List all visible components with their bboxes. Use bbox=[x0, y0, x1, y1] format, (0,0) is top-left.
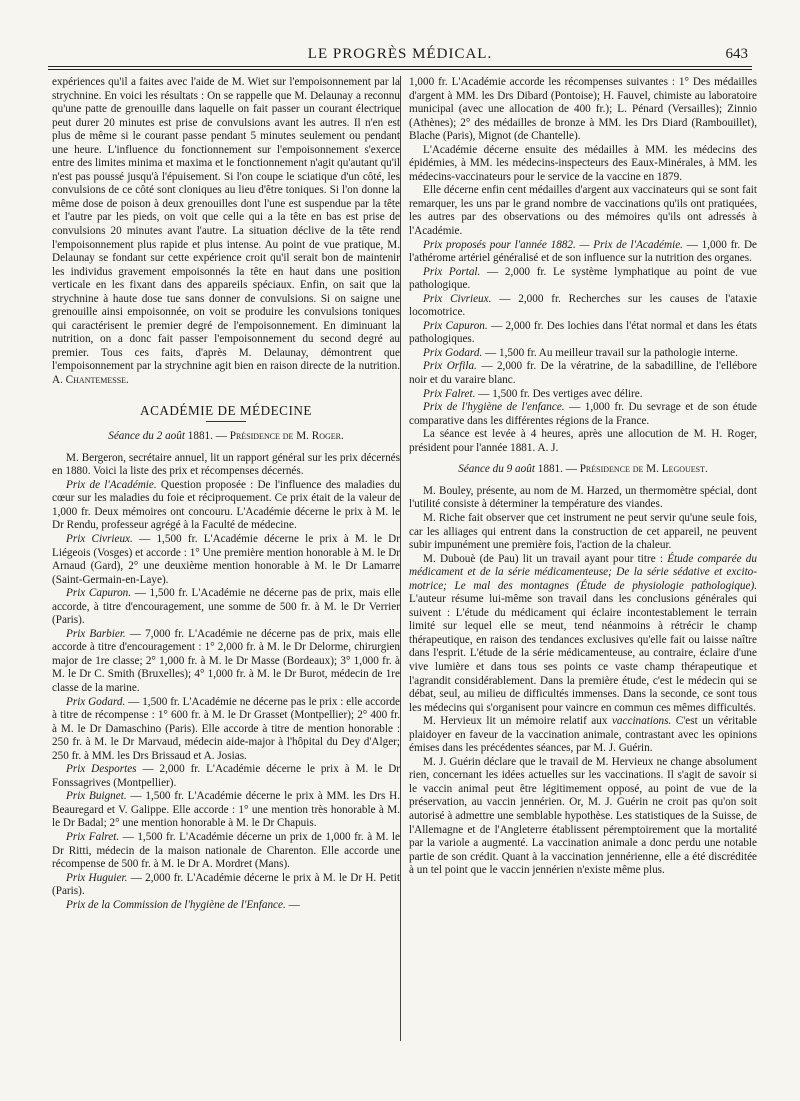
paragraph bbox=[409, 756, 757, 878]
paragraph-text: expériences qu'il a faites avec l'aide de M. Wiet sur l'empoisonnement par la strychnine. En voici les résultats : On se rappelle que M. Delaunay a reconnu qu'une patte de grenouille dans laquelle on fait passer un courant électrique peut durer 20 minutes est prise de convulsions avant les autres. Il n'en est plus de même si le courant passe pendant 5 minutes seulement ou pendant une heure. L'influence du fonctionnement sur l'empoisonnement s'exerce entre des limites minima et maxima et le fonctionnement n'agit qu'autant qu'il n'est pas poussé jusqu'à l'épuisement. Si l'on coupe le sciatique d'un côté, les convulsions de ce côté sont cloniques au lieu d'être toniques. Si l'on donne la même dose de poison à deux grenouilles dont l'une est suspendue par la tête et l'autre par les pieds, on voit que celle qui a la tête en bas est prise de convulsions 20 minutes avant l'autre. La situation déclive de la tête rend l'empoisonnement plus rapide et plus intense. Au point de vue pratique, M. Delaunay se fondant sur cette expérience croit qu'il serait bon de maintenir les individus gravement empoisonnés la tête en haut dans une position verticale en les fixant dans des appareils spéciaux. Enfin, on sait que la strychnine à haute dose tue sans donner de convulsions. Si on saigne une grenouille ainsi empoisonnée, on voit se produire les convulsions toniques qui caractérisent le premier degré de l'empoisonnement. En diminuant la nutrition, on a donc fait passer l'empoisonnement du second degré au premier. Tous ces faits, d'après M. Delaunay, démontrent que l'empoisonnement par la strychnine agit bien en raison directe de la nutrition. bbox=[52, 76, 400, 373]
session-year: 1881. — bbox=[537, 463, 577, 476]
paragraph-text: — 2,000 fr. Le système lymphatique au point de vue pathologique. bbox=[409, 265, 758, 292]
paragraph-text: — 7,000 fr. L'Académie ne décerne pas de prix, mais elle accorde à titre d'encouragement : 1° 2,000 fr. à M. le Dr Delorme, chirurgien major de 1re classe; 2° 1,000 fr. à M. le Dr Masse (Bordeaux); 3° 1,000 fr. à M. le Dr C. Smith (Bruxelles); 4° 1,000 fr. à M. le Dr Burot, médecin de 1re classe de la marine. bbox=[52, 627, 400, 694]
prize-label: Prix Civrieux. bbox=[66, 532, 133, 545]
prize-label: Prix Godard. bbox=[423, 346, 483, 359]
prize-paragraph bbox=[409, 266, 757, 293]
paragraph-text: Question proposée : De l'influence des maladies du cœur sur les maladies du foie et réciproquement. Ce prix était de la valeur de 1,000 fr. Deux mémoires ont concouru. L'Académie décerne le prix à M. le Dr Rendu, professeur agrégé à la Faculté de médecine. bbox=[52, 478, 401, 532]
paragraph bbox=[409, 144, 757, 185]
prize-label: Prix Godard. bbox=[66, 695, 126, 708]
paragraph-text: La séance est levée à 4 heures, après une allocution de M. H. Roger, président pour l'année 1881. bbox=[409, 428, 757, 454]
prize-paragraph bbox=[52, 696, 400, 764]
work-title: vaccinations. bbox=[611, 715, 672, 728]
paragraph-text: M. J. Guérin déclare que le travail de M. Hervieux ne change absolument rien, concernant les idées actuelles sur les vaccinations. Il s'agit de savoir si le vaccin animal peut être légitimement opposé, au point de vue de la préservation, au vaccin jennérien. Or, M. J. Guérin ne croit pas qu'on soit autorisé à admettre une semblable hypothèse. Les statistiques de la Suisse, de l'Allemagne et de l'Angleterre établissent péremptoirement que la mortalité par la variole a augmenté. La vaccination animale a donc perdu une notable partie de son crédit. Quant à la vaccination jennérienne, elle a été discréditée à un tel point que le vaccin jennérien n'existe même plus. bbox=[409, 755, 757, 877]
session-year: 1881. — bbox=[187, 430, 227, 443]
paragraph bbox=[409, 428, 757, 455]
paragraph-text: M. Riche fait observer que cet instrument ne peut servir qu'une seule fois, car les alliages qui entrent dans la construction de cet appareil, ne peuvent subir impunément une première fois, l'action de la chaleur. bbox=[409, 511, 757, 552]
session-heading bbox=[52, 430, 400, 444]
paragraph-text: — 2,000 fr. De la vératrine, de la sabadilline, de l'ellébore noir et du varaire blanc. bbox=[409, 360, 758, 387]
prize-label: Prix de l'hygiène de l'enfance. bbox=[423, 401, 565, 414]
paragraph-text: — 2,000 fr. L'Académie décerne le prix à M. le Dr Fonssagrives (Montpellier). bbox=[52, 763, 400, 789]
prize-label: Prix Capuron. bbox=[66, 587, 132, 600]
paragraph bbox=[409, 512, 757, 553]
prize-label: Prix Portal. bbox=[423, 265, 481, 278]
session-presidency: Présidence de M. Legouest. bbox=[579, 463, 708, 476]
paragraph-text: — 1,000 fr. Du sevrage et de son étude comparative dans les différentes régions de la France. bbox=[409, 401, 757, 427]
paragraph bbox=[409, 485, 757, 512]
prize-paragraph bbox=[52, 533, 400, 587]
prize-label: Prix Civrieux. bbox=[423, 292, 492, 305]
header-rule bbox=[48, 66, 752, 67]
prize-paragraph bbox=[409, 320, 757, 347]
prize-paragraph bbox=[52, 628, 400, 696]
prize-label: Prix Capuron. bbox=[423, 319, 488, 332]
prize-paragraph bbox=[52, 899, 400, 913]
paragraph-text: — 1,500 fr. L'Académie décerne le prix à M. le Dr Liégeois (Vosges) et accorde : 1° Une première mention honorable à M. le Dr Arnaud (Gard), 2° une deuxième mention honorable à M. le Dr Lamarre (Saint-Germain-en-Laye). bbox=[52, 532, 400, 586]
paragraph-text: Elle décerne enfin cent médailles d'argent aux vaccinateurs qui se sont fait remarquer, les uns par le grand nombre de vaccinations qu'ils ont pratiquées, les autres par des observations ou des mémoires qu'ils ont adressés à l'Académie. bbox=[409, 184, 757, 238]
paragraph-text: — 1,500 fr. Des vertiges avec délire. bbox=[478, 387, 643, 400]
paragraph-text: M. Bergeron, secrétaire annuel, lit un rapport général sur les prix décernés en 1880. Voici la liste des prix et récompenses décernés. bbox=[52, 451, 400, 478]
prize-label: Prix de la Commission de l'hygiène de l'Enfance. bbox=[66, 898, 286, 911]
section-rule bbox=[206, 421, 246, 422]
session-presidency: Présidence de M. Roger. bbox=[229, 430, 344, 443]
prize-paragraph bbox=[409, 360, 757, 387]
prize-paragraph bbox=[52, 763, 400, 790]
paragraph-text: M. Bouley, présente, au nom de M. Harzed, un thermomètre spécial, dont l'utilité consiste à déterminer la température des viandes. bbox=[409, 484, 757, 511]
prize-paragraph bbox=[409, 293, 757, 320]
paragraph-text: — 1,500 fr. Au meilleur travail sur la pathologie interne. bbox=[485, 346, 738, 359]
prize-paragraph bbox=[409, 388, 757, 402]
paragraph bbox=[409, 715, 757, 756]
paragraph-text: M. Hervieux lit un mémoire relatif aux bbox=[423, 715, 608, 728]
paragraph-text: C'est un véritable plaidoyer en faveur de la vaccination animale, contrastant avec les opinions émises dans les précédentes séances, par M. J. Guérin. bbox=[409, 715, 758, 755]
prize-paragraph bbox=[409, 239, 757, 266]
work-title: Étude comparée du médicament et de la série médicamenteuse; De la série sédative et excito-motrice; Le mal des montagnes (Étude de physiologie pathologique). bbox=[409, 552, 757, 592]
paragraph-text: — 1,500 fr. L'Académie ne décerne pas de prix, mais elle accorde, à titre d'encouragement, une somme de 500 fr. à M. le Dr Verrier (Paris). bbox=[52, 587, 400, 627]
paragraph bbox=[52, 76, 400, 388]
left-column bbox=[52, 76, 400, 912]
paragraph-text: — 1,500 fr. L'Académie décerne le prix à MM. les Drs H. Beauregard et V. Galippe. Elle accorde : 1° une mention très honorable à M. le Dr Badal; 2° une mention honorable à M. le Dr Chapuis. bbox=[52, 790, 400, 830]
prize-label: Prix Desportes bbox=[66, 763, 137, 776]
signature: A. Chantemesse. bbox=[52, 374, 129, 387]
paragraph-text: — 1,500 fr. L'Académie ne décerne pas le prix : elle accorde à titre de récompense : 1° 600 fr. à M. le Dr Grasset (Montpellier); 2° 400 fr. à M. le Dr Damaschino (Paris). Elle accorde à titre de mention honorable : 250 fr. à M. le Dr Marvaud, médecin aide-major à l'hôpital du Dey d'Alger; 250 fr. à MM. les Drs Brissaud et A. Josias. bbox=[52, 695, 401, 762]
prize-paragraph bbox=[52, 831, 400, 872]
paragraph-text: — 2,000 fr. L'Académie décerne le prix à M. le Dr H. Petit (Paris). bbox=[52, 871, 400, 898]
page-number: 643 bbox=[725, 46, 748, 62]
paragraph-text: — 2,000 fr. Des lochies dans l'état normal et dans les états pathologiques. bbox=[409, 319, 757, 346]
section-title: ACADÉMIE DE MÉDECINE bbox=[140, 402, 312, 418]
prize-label: Prix Buignet. bbox=[66, 790, 127, 803]
paragraph bbox=[52, 452, 400, 479]
prize-label: Prix Barbier. bbox=[66, 627, 126, 640]
paragraph-text: — 2,000 fr. Recherches sur les causes de l'ataxie locomotrice. bbox=[409, 292, 758, 319]
journal-title: LE PROGRÈS MÉDICAL. bbox=[307, 46, 493, 62]
session-date: Séance du 2 août bbox=[108, 430, 185, 443]
right-column bbox=[409, 76, 757, 878]
prize-paragraph bbox=[52, 872, 400, 899]
prize-paragraph bbox=[52, 587, 400, 628]
paragraph-text: — 1,500 fr. L'Académie décerne un prix de 1,000 fr. à M. le Dr Ritti, médecin de la maison nationale de Charenton. Elle accorde une récompense de 500 fr. à M. le Dr A. Mordret (Mans). bbox=[52, 830, 401, 871]
paragraph bbox=[409, 553, 757, 716]
prize-paragraph bbox=[52, 479, 400, 533]
session-date: Séance du 9 août bbox=[458, 463, 535, 476]
prize-label: Prix Falret. bbox=[66, 830, 120, 843]
header-rule-double bbox=[48, 69, 752, 70]
paragraph bbox=[409, 184, 757, 238]
prize-label: Prix Orfila. bbox=[423, 360, 477, 373]
prize-paragraph bbox=[52, 790, 400, 831]
paragraph-text: L'Académie décerne ensuite des médailles à MM. les médecins des épidémies, à MM. les médecins-inspecteurs des Eaux-Minérales, à MM. les médecins-vaccinateurs pour le service de la vaccine en 1879. bbox=[409, 143, 757, 183]
prize-paragraph bbox=[409, 347, 757, 361]
paragraph-text: 1,000 fr. L'Académie accorde les récompenses suivantes : 1° Des médailles d'argent à MM. les Drs Dibard (Pontoise); H. Fauvel, chimiste au laboratoire municipal (avec une allocation de 400 fr.); L. Pénard (Versailles); Zinnio (Athènes); 2° des médailles de bronze à MM. les Drs Diard (Rambouillet), Blache (Paris), Mignot (de Chantelle). bbox=[409, 76, 757, 143]
paragraph-text: M. Dubouè (de Pau) lit un travail ayant pour titre : bbox=[423, 552, 663, 565]
paragraph bbox=[409, 76, 757, 144]
page-header bbox=[48, 44, 752, 66]
paragraph-text: L'auteur résume lui-même son travail dans les conclusions générales qui suivent : L'étude du médicament qui éclaire incontestablement le terrain limité sur lequel elle se meut, tend néanmoins à rétrécir le champ thérapeutique, en raison des tendances exclusives qu'elle fait ou laisse naître dans l'esprit. L'étude de la série médicamenteuse, au contraire, éclaire d'une vive lumière et dans tous ses points ce vaste champ thérapeutique et l'agrandit considérablement. Dans la première étude, c'est le médecin qui se débat, seul, au milieu de difficultés immenses. Dans la seconde, ce sont tous les médecins qui s'organisent pour vaincre en commun ces mêmes difficultés. bbox=[409, 593, 757, 714]
signature: A. J. bbox=[537, 441, 559, 454]
prize-paragraph bbox=[409, 401, 757, 428]
paragraph-text: — bbox=[288, 898, 300, 911]
prize-label: Prix Falret. bbox=[423, 387, 476, 400]
session-heading bbox=[409, 463, 757, 477]
paragraph-text: — 1,000 fr. De l'athérome artériel généralisé et de son influence sur la nutrition des organes. bbox=[409, 238, 757, 265]
prize-label: Prix Huguier. bbox=[66, 871, 128, 884]
prize-label: Prix de l'Académie. bbox=[66, 478, 157, 491]
prize-label: — Prix de l'Académie. bbox=[579, 238, 683, 251]
prize-label: Prix proposés pour l'année 1882. bbox=[423, 238, 576, 251]
column-divider bbox=[400, 76, 401, 1041]
